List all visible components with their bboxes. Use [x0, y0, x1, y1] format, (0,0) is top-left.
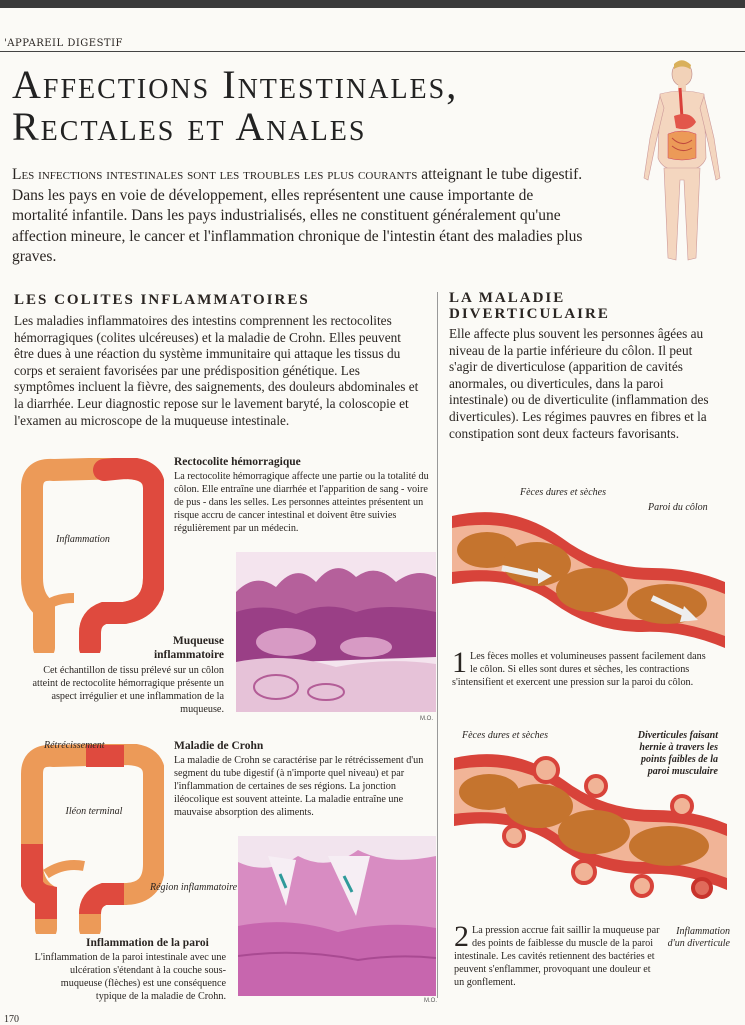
diverticulaire-heading-line-2: DIVERTICULAIRE — [449, 306, 610, 322]
step-1-body: Les fèces molles et volumineuses passent facilement dans le côlon. Si elles sont dures et sèches, les contractions s'intensifient et exercent une pression sur la paroi du côlon. — [452, 651, 706, 688]
rectocolite-title: Rectocolite hémorragique — [174, 456, 301, 468]
colon-wall-diagram-1 — [452, 498, 725, 650]
diverticulaire-body: Elle affecte plus souvent les personnes âgées au niveau de la partie inférieure du côlon. Il peut s'agir de diverticulose (apparition de cavités anormales, ou diverticules, dans la paroi intestinale) ou de diverticulite (inflammation des diverticules). Les régimes pauvres en fibres et la constipation sont deux facteurs favorisants. — [449, 326, 709, 441]
micrograph-muqueuse — [236, 552, 436, 712]
rectocolite-text: La rectocolite hémorragique affecte une partie ou la totalité du côlon. Elle entraîne une diarrhée et l'apparition de sang - voire de pus - dans les selles. Les personnes atteintes présentent un risque accru de cancer intestinal et doivent être suivies régulièrement par un médecin. — [174, 471, 429, 534]
label-feces-2: Fèces dures et sèches — [462, 730, 548, 741]
label-inflammation-diverticule: Inflammation d'un diverticule — [667, 926, 730, 949]
micrograph-2-credit: M.O. — [424, 998, 437, 1004]
label-retrecissement: Rétrécissement — [44, 740, 105, 751]
muqueuse-text: Cet échantillon de tissu prélevé sur un côlon atteint de rectocolite hémorragique présente un aspect irrégulier et une inflammation de la muqueuse. — [32, 665, 224, 715]
crohn-text: La maladie de Crohn se caractérise par le rétrécissement d'un segment du tube digestif (à n'importe quel niveau) et par l'inflammation de certaines de ses régions. La jonction iléocolique est souvent atteinte. La maladie entraîne une mauvaise absorption des aliments. — [174, 755, 424, 818]
label-region-inflammatoire: Région inflammatoire — [150, 882, 238, 893]
muqueuse-title: Muqueuse inflammatoire — [153, 635, 224, 661]
paroi-title: Inflammation de la paroi — [86, 937, 209, 949]
crohn-title: Maladie de Crohn — [174, 740, 264, 752]
diverticulaire-heading-line-1: LA MALADIE — [449, 290, 566, 306]
label-inflammation: Inflammation — [56, 534, 110, 545]
step-1-number: 1 — [452, 646, 467, 679]
label-diverticules: Diverticules faisant hernie à travers les points faibles de la paroi musculaire — [637, 730, 718, 777]
step-2-body: La pression accrue fait saillir la muqueuse par des points de faiblesse du muscle de la paroi intestinale. Les cavités retiennent des bactéries et peuvent s'enflammer, provoquant une douleur et un gonflement. — [454, 925, 660, 988]
intro-lead: Les infections intestinales sont les troubles les plus courants — [12, 166, 418, 183]
page-top-edge — [0, 0, 745, 8]
colites-heading: LES COLITES INFLAMMATOIRES — [14, 292, 310, 308]
column-divider — [437, 292, 438, 998]
label-ileon-terminal: Iléon terminal — [65, 806, 123, 817]
micrograph-1-credit: M.O. — [420, 716, 433, 722]
step-2-text — [454, 920, 660, 989]
page-number: 170 — [4, 1014, 19, 1025]
intro-text: atteignant le tube digestif. Dans les pays en voie de développement, elles représentent une cause importante de mortalité infantile. Dans les pays industrialisés, elles ne constituent généralement qu'une affection mineure, le cancer et l'inflammation chronique de l'intestin étant des maladies plus graves. — [12, 166, 583, 265]
paroi-text: L'inflammation de la paroi intestinale avec une ulcération s'étendant à la couche sous-muqueuse (flèches) est une conséquence typique de la maladie de Crohn. — [34, 952, 226, 1002]
page-title — [12, 64, 458, 148]
colon-rectocolite-illustration — [14, 458, 164, 653]
human-figure-illustration — [630, 58, 730, 270]
step-1-text — [452, 646, 714, 689]
colites-body: Les maladies inflammatoires des intestins comprennent les rectocolites hémorragiques (colites ulcéreuses) et la maladie de Crohn. Elles peuvent être dues à une réaction du système immunitaire qui attaque les tissus du corps et seraient favorisées par une prédisposition génétique. Les symptômes incluent la fièvre, des saignements, des douleurs abdominales et la diarrhée. Leur diagnostic repose sur le lavement baryté, la coloscopie et l'examen au microscope de la muqueuse intestinale. — [14, 313, 419, 428]
header-rule — [0, 51, 745, 52]
title-line-2: Rectales et Anales — [12, 104, 367, 149]
micrograph-paroi — [238, 836, 436, 996]
intro-paragraph — [12, 165, 592, 268]
colon-crohn-illustration — [14, 744, 164, 934]
step-2-number: 2 — [454, 920, 469, 953]
section-header: 'APPAREIL DIGESTIF — [4, 38, 123, 49]
title-line-1: Affections Intestinales, — [12, 62, 459, 107]
label-feces-1: Fèces dures et sèches — [520, 487, 606, 498]
label-paroi-colon: Paroi du côlon — [648, 502, 708, 513]
